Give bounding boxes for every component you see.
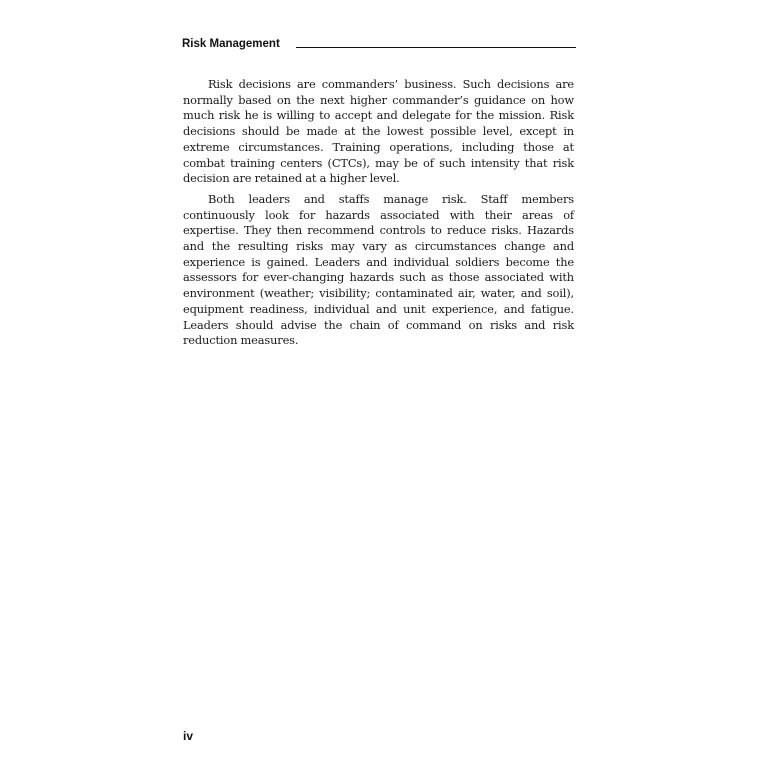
header-rule [296, 47, 576, 48]
paragraph-risk-decisions: Risk decisions are commanders’ business. Such decisions are normally based on the next higher commander’s guidance on how much risk he is willing to accept and delegate for the mission. Risk decisions should be made at the lowest possible level, except in extreme circumstances. Training operations, including those at combat training centers (CTCs), may be of such intensity that risk decision are retained at a higher level. [183, 77, 574, 186]
running-header [182, 37, 576, 51]
running-header-title: Risk Management [182, 38, 280, 50]
paragraph-leaders-and-staffs: Both leaders and staffs manage risk. Staff members continuously look for hazards associated with their areas of expertise. They then recommend controls to reduce risks. Hazards and the resulting risks may vary as circumstances change and experience is gained. Leaders and individual soldiers become the assessors for ever-changing hazards such as those associated with environment (weather; visibility; contaminated air, water, and soil), equipment readiness, individual and unit experience, and fatigue. Leaders should advise the chain of command on risks and risk reduction measures. [183, 191, 574, 348]
body-text [183, 77, 574, 349]
page-number: iv [183, 729, 194, 743]
